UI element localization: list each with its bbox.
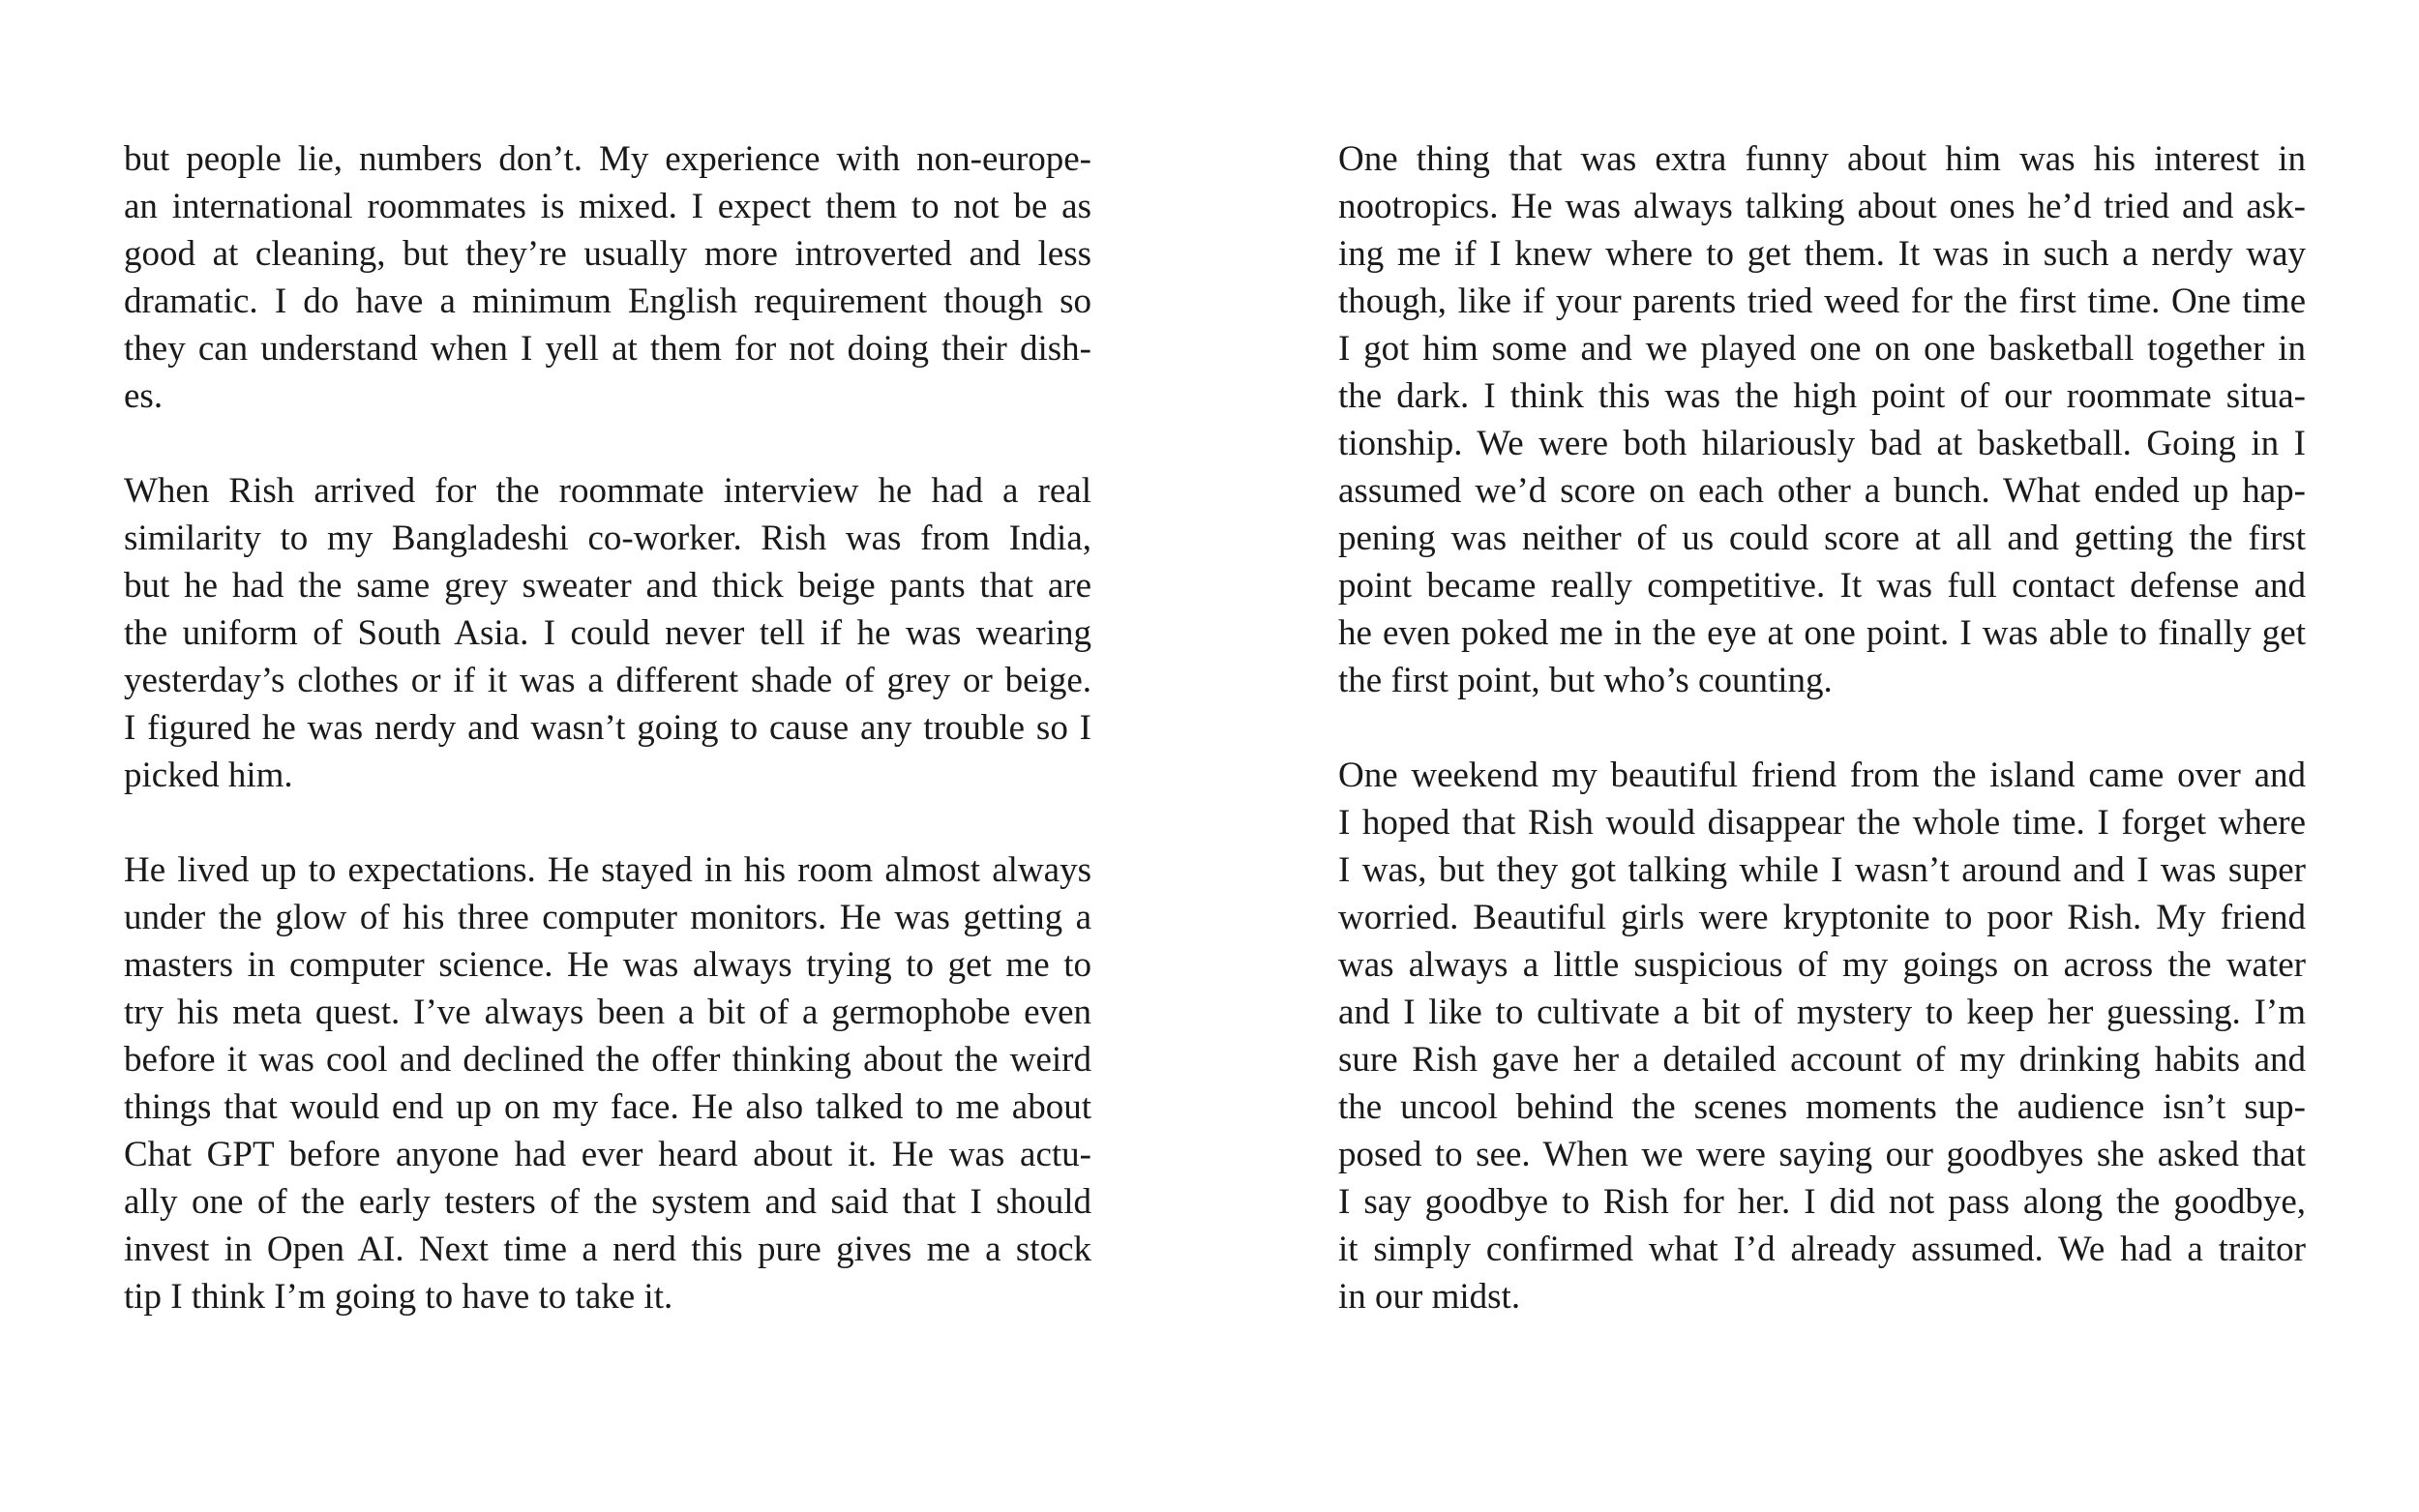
text-line: the uniform of South Asia. I could never tell if he was wearing [124,613,1091,653]
text-line: I hoped that Rish would disappear the whole time. I forget where [1338,803,2306,843]
text-line: posed to see. When we were saying our goodbyes she asked that [1338,1135,2306,1174]
text-line: in our midst. [1338,1277,1521,1317]
text-line: I got him some and we played one on one basketball together in [1338,329,2306,369]
text-line: good at cleaning, but they’re usually more introverted and less [124,234,1091,274]
text-line: When Rish arrived for the roommate interview he had a real [124,471,1091,511]
text-line: the uncool behind the scenes moments the audience isn’t sup- [1338,1087,2306,1127]
text-line: the dark. I think this was the high point of our roommate situa- [1338,376,2306,416]
text-line: nootropics. He was always talking about ones he’d tried and ask- [1338,187,2306,226]
text-line: One weekend my beautiful friend from the island came over and [1338,756,2306,795]
text-line: es. [124,376,164,416]
text-line: under the glow of his three computer monitors. He was getting a [124,898,1091,937]
right-paragraph-1 [1338,135,2306,704]
text-line: dramatic. I do have a minimum English requirement though so [124,282,1091,321]
text-line: I say goodbye to Rish for her. I did not pass along the goodbye, [1338,1182,2306,1222]
right-paragraph-2 [1338,752,2306,1320]
text-line: picked him. [124,756,293,795]
text-line: I figured he was nerdy and wasn’t going to cause any trouble so I [124,708,1091,748]
text-line: worried. Beautiful girls were kryptonite to poor Rish. My friend [1338,898,2306,937]
text-line: similarity to my Bangladeshi co-worker. Rish was from India, [124,519,1091,558]
text-line: they can understand when I yell at them for not doing their dish- [124,329,1091,369]
text-line: he even poked me in the eye at one point. I was able to finally get [1338,613,2306,653]
text-line: but he had the same grey sweater and thick beige pants that are [124,566,1091,606]
left-paragraph-1 [124,135,1091,420]
text-line: masters in computer science. He was always trying to get me to [124,945,1091,985]
text-line: tionship. We were both hilariously bad at basketball. Going in I [1338,424,2306,463]
text-line: and I like to cultivate a bit of mystery to keep her guessing. I’m [1338,993,2306,1032]
text-line: pening was neither of us could score at all and getting the first [1338,519,2306,558]
text-line: I was, but they got talking while I wasn’t around and I was super [1338,850,2306,890]
text-line: He lived up to expectations. He stayed in his room almost always [124,850,1091,890]
text-line: the first point, but who’s counting. [1338,661,1833,700]
text-line: things that would end up on my face. He also talked to me about [124,1087,1091,1127]
text-line: though, like if your parents tried weed for the first time. One time [1338,282,2306,321]
left-page [124,135,1091,1368]
text-line: it simply confirmed what I’d already assumed. We had a traitor [1338,1230,2306,1269]
text-line: point became really competitive. It was full contact defense and [1338,566,2306,606]
text-line: invest in Open AI. Next time a nerd this pure gives me a stock [124,1230,1091,1269]
text-line: ally one of the early testers of the system and said that I should [124,1182,1091,1222]
text-line: assumed we’d score on each other a bunch. What ended up hap- [1338,471,2306,511]
text-line: yesterday’s clothes or if it was a different shade of grey or beige. [124,661,1091,700]
text-line: was always a little suspicious of my goings on across the water [1338,945,2306,985]
text-line: before it was cool and declined the offer thinking about the weird [124,1040,1091,1080]
text-line: an international roommates is mixed. I expect them to not be as [124,187,1091,226]
right-page [1338,135,2306,1368]
left-paragraph-3 [124,846,1091,1320]
text-line: ing me if I knew where to get them. It was in such a nerdy way [1338,234,2306,274]
text-line: tip I think I’m going to have to take it. [124,1277,673,1317]
text-line: sure Rish gave her a detailed account of my drinking habits and [1338,1040,2306,1080]
left-paragraph-2 [124,467,1091,799]
text-line: but people lie, numbers don’t. My experience with non-europe- [124,139,1091,179]
text-line: One thing that was extra funny about him was his interest in [1338,139,2306,179]
text-line: try his meta quest. I’ve always been a bit of a germophobe even [124,993,1091,1032]
text-line: Chat GPT before anyone had ever heard about it. He was actu- [124,1135,1091,1174]
